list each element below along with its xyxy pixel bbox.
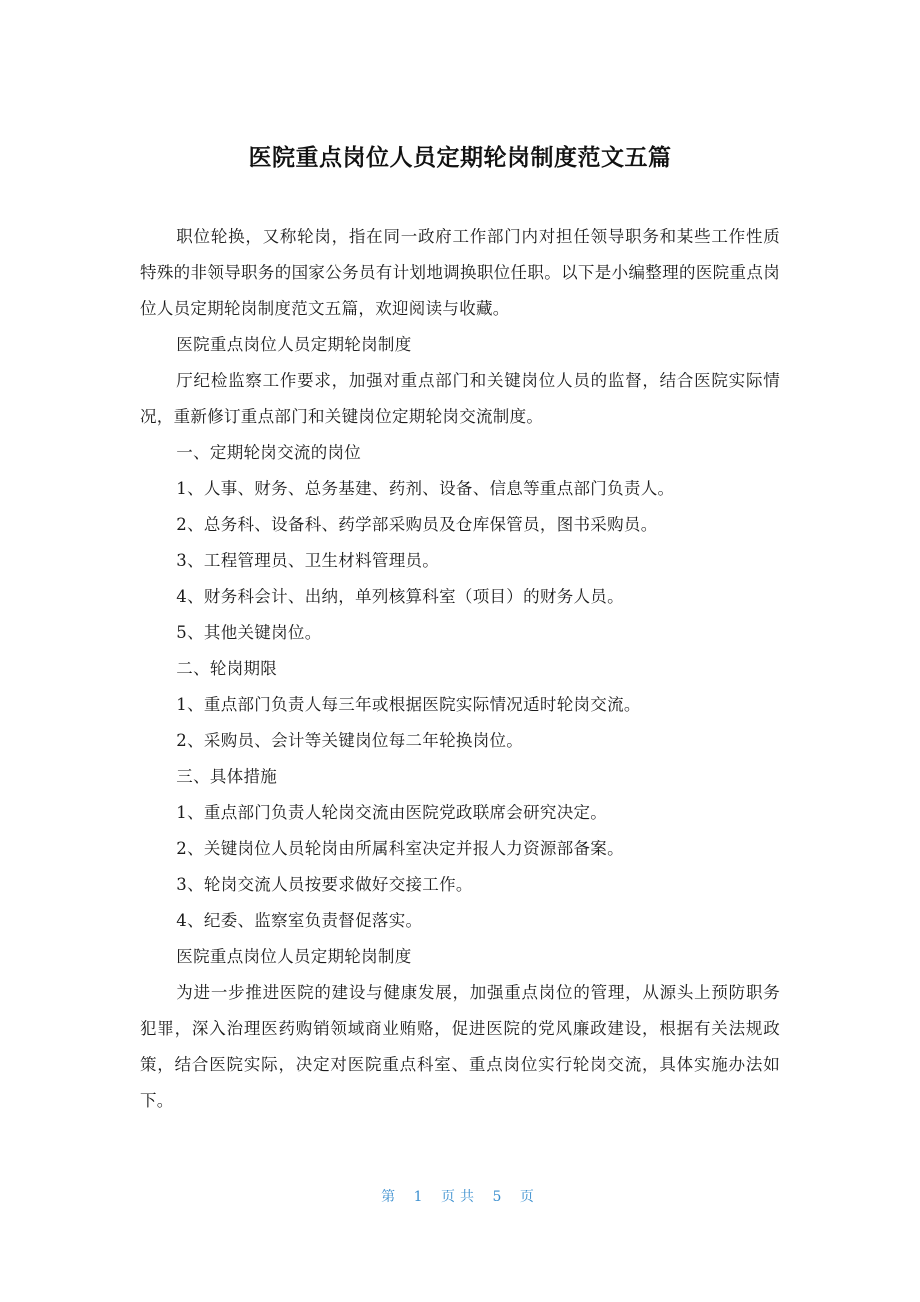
document-title: 医院重点岗位人员定期轮岗制度范文五篇 xyxy=(248,145,672,171)
paragraph: 厅纪检监察工作要求，加强对重点部门和关键岗位人员的监督，结合医院实际情况，重新修订重点部门和关键岗位定期轮岗交流制度。 xyxy=(140,371,780,426)
section-heading: 医院重点岗位人员定期轮岗制度 xyxy=(176,335,412,354)
total-pages-number: 5 xyxy=(492,1189,507,1205)
paragraph: 为进一步推进医院的建设与健康发展，加强重点岗位的管理，从源头上预防职务犯罪，深入治理医药购销领域商业贿赂，促进医院的党风廉政建设，根据有关法规政策，结合医院实际，决定对医院重点科室、重点岗位实行轮岗交流，具体实施办法如下。 xyxy=(140,983,780,1110)
section-heading: 一、定期轮岗交流的岗位 xyxy=(176,443,362,462)
list-item: 4、财务科会计、出纳，单列核算科室（项目）的财务人员。 xyxy=(176,587,624,606)
page-suffix: 页 xyxy=(519,1189,539,1205)
list-item: 1、人事、财务、总务基建、药剂、设备、信息等重点部门负责人。 xyxy=(176,479,675,498)
page-footer xyxy=(0,1182,920,1212)
list-item: 4、纪委、监察室负责督促落实。 xyxy=(176,911,423,930)
list-item: 3、轮岗交流人员按要求做好交接工作。 xyxy=(176,875,473,894)
list-item: 5、其他关键岗位。 xyxy=(176,623,322,642)
section-heading: 二、轮岗期限 xyxy=(176,659,278,678)
list-item: 1、重点部门负责人每三年或根据医院实际情况适时轮岗交流。 xyxy=(176,695,641,714)
page-prefix: 第 xyxy=(381,1189,401,1205)
list-item: 1、重点部门负责人轮岗交流由医院党政联席会研究决定。 xyxy=(176,803,608,822)
section-heading: 医院重点岗位人员定期轮岗制度 xyxy=(176,947,412,966)
paragraph: 职位轮换，又称轮岗，指在同一政府工作部门内对担任领导职务和某些工作性质特殊的非领导职务的国家公务员有计划地调换职位任职。以下是小编整理的医院重点岗位人员定期轮岗制度范文五篇，欢迎阅读与收藏。 xyxy=(140,227,780,318)
list-item: 2、总务科、设备科、药学部采购员及仓库保管员，图书采购员。 xyxy=(176,515,658,534)
document-body xyxy=(140,219,780,1119)
list-item: 3、工程管理员、卫生材料管理员。 xyxy=(176,551,440,570)
list-item: 2、采购员、会计等关键岗位每二年轮换岗位。 xyxy=(176,731,524,750)
list-item: 2、关键岗位人员轮岗由所属科室决定并报人力资源部备案。 xyxy=(176,839,624,858)
section-heading: 三、具体措施 xyxy=(176,767,278,786)
current-page-number: 1 xyxy=(413,1189,428,1205)
page-mid: 页共 xyxy=(441,1189,479,1205)
